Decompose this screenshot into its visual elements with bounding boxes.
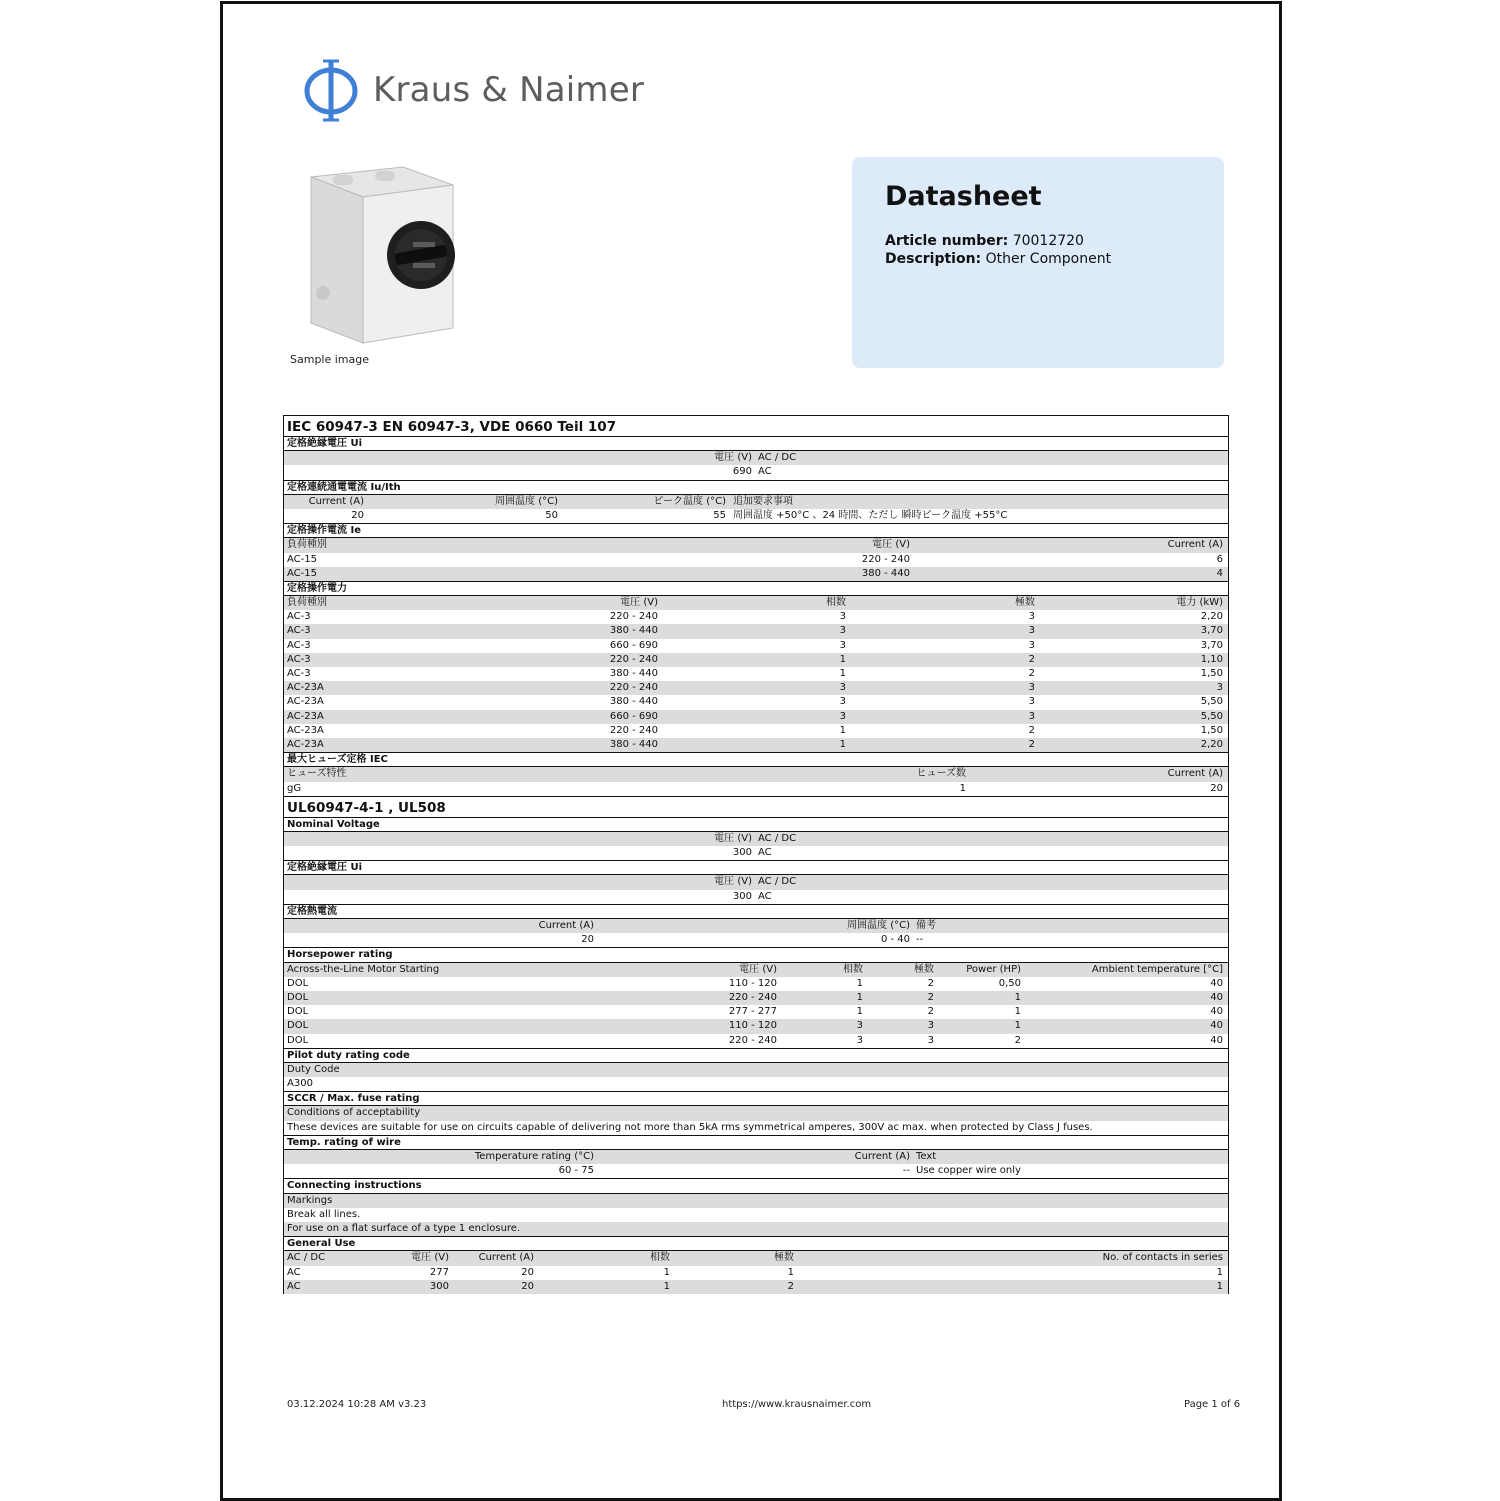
- ul-general-cell: 1: [787, 1266, 794, 1278]
- iec-power-cell: 5,50: [1200, 710, 1223, 722]
- ul-hp-cell: 220 - 240: [728, 991, 777, 1003]
- product-sample-image: [303, 163, 463, 348]
- iec-power-cell: AC-3: [287, 653, 311, 665]
- iec-power-cell: AC-23A: [287, 738, 324, 750]
- ul-general-cell: 1: [1216, 1280, 1223, 1292]
- footer-url[interactable]: https://www.krausnaimer.com: [722, 1399, 872, 1410]
- iec-ui-section-title: 定格絶縁電圧 Ui: [284, 436, 1228, 450]
- ul-general-cell: 20: [521, 1280, 534, 1292]
- iec-power-cell: AC-23A: [287, 682, 324, 694]
- iec-power-cell: 3: [839, 682, 846, 694]
- iec-power-cell: 5,50: [1200, 696, 1223, 708]
- ul-thermal-header-row: Current (A) 周囲温度 (°C) 備考: [284, 918, 1228, 933]
- ul-nominal-value-row: 300 AC: [732, 847, 772, 859]
- iec-standard-heading: IEC 60947-3 EN 60947-3, VDE 0660 Teil 107: [284, 415, 1228, 436]
- ul-pilot-header-row: Duty Code: [284, 1062, 1228, 1077]
- ul-sccr-section-title: SCCR / Max. fuse rating: [284, 1091, 1228, 1105]
- iec-ie-cell: 負荷種別: [287, 539, 327, 551]
- ul-hp-cell: DOL: [287, 1034, 309, 1046]
- iec-power-row: [284, 610, 1228, 624]
- ul-hp-cell: 110 - 120: [728, 977, 777, 989]
- iec-power-cell: 220 - 240: [609, 611, 658, 623]
- iec-power-cell: 3: [839, 639, 846, 651]
- ul-general-cell: AC / DC: [287, 1252, 326, 1264]
- phi-logo-icon: [303, 57, 359, 123]
- ul-pilot-section-title: Pilot duty rating code: [284, 1048, 1228, 1062]
- iec-power-cell: AC-3: [287, 639, 311, 651]
- iec-iu-section-title: 定格連続通電電流 Iu/Ith: [284, 480, 1228, 494]
- ul-hp-cell: 2: [927, 1006, 934, 1018]
- ul-general-cell: 20: [521, 1266, 534, 1278]
- ul-hp-cell: 277 - 277: [728, 1006, 777, 1018]
- datasheet-title: Datasheet: [885, 181, 1042, 212]
- ul-hp-row: [284, 977, 1228, 991]
- brand-logo: [303, 57, 644, 123]
- iec-power-cell: 相数: [826, 597, 846, 609]
- iec-iu-value-row: 20 50 55 周囲温度 +50°C 、24 時間、ただし 瞬時ピーク温度 +55°C: [351, 509, 1008, 521]
- ul-general-cell: 277: [429, 1266, 449, 1278]
- ul-hp-header-row: [284, 962, 1228, 977]
- ul-hp-cell: 1: [1014, 1020, 1021, 1032]
- ul-general-row: [284, 1280, 1228, 1294]
- iec-power-cell: 3: [839, 710, 846, 722]
- ul-hp-row: [284, 991, 1228, 1005]
- iec-power-cell: 380 - 440: [609, 668, 658, 679]
- iec-power-header-row: [284, 595, 1228, 610]
- ul-hp-cell: 1: [856, 977, 863, 989]
- ul-general-cell: Current (A): [478, 1252, 534, 1264]
- iec-power-cell: 220 - 240: [609, 682, 658, 694]
- iec-power-cell: 1,50: [1200, 668, 1223, 679]
- iec-power-row: [284, 681, 1228, 695]
- ul-hp-row: [284, 1034, 1228, 1048]
- iec-fuse-header-row: ヒューズ特性 ヒューズ数 Current (A): [284, 766, 1228, 781]
- ul-general-cell: 電圧 (V): [411, 1252, 449, 1264]
- ul-hp-cell: 0,50: [998, 977, 1021, 989]
- iec-ie-cell: Current (A): [1167, 539, 1223, 551]
- brand-name: Kraus & Naimer: [373, 70, 645, 110]
- iec-power-cell: 1,50: [1200, 724, 1223, 736]
- datasheet-panel: [852, 157, 1224, 368]
- iec-power-cell: 3: [1028, 710, 1035, 722]
- iec-power-section-title: 定格操作電力: [284, 581, 1228, 595]
- iec-ui-header-row: 電圧 (V) AC / DC: [284, 450, 1228, 465]
- ul-sccr-value-row: These devices are suitable for use on circuits capable of delivering not more than 5kA rms symmetrical amperes, 300V ac max. when protected by Class J fuses.: [287, 1121, 1093, 1133]
- iec-power-row: [284, 738, 1228, 752]
- iec-power-cell: 2: [1028, 653, 1035, 665]
- ul-pilot-value-row: A300: [287, 1078, 313, 1090]
- sample-image-caption: Sample image: [290, 353, 370, 366]
- iec-fuse-section-title: 最大ヒューズ定格 IEC: [284, 752, 1228, 766]
- ul-connecting-line: For use on a flat surface of a type 1 enclosure.: [284, 1222, 1228, 1236]
- ul-ui-section-title: 定格絶縁電圧 Ui: [284, 860, 1228, 874]
- iec-power-cell: 380 - 440: [609, 738, 658, 750]
- iec-power-cell: 3,70: [1200, 639, 1223, 651]
- iec-power-cell: 2,20: [1200, 738, 1223, 750]
- ul-hp-cell: 40: [1210, 991, 1223, 1003]
- ul-general-cell: 1: [663, 1266, 670, 1278]
- iec-power-cell: 380 - 440: [609, 696, 658, 708]
- iec-iu-header-row: Current (A) 周囲温度 (°C) ピーク温度 (°C) 追加要求事項: [284, 494, 1228, 509]
- iec-ie-row: [284, 567, 1228, 581]
- iec-power-cell: 3: [1028, 639, 1035, 651]
- ul-hp-cell: 相数: [843, 963, 863, 975]
- ul-sccr-header-row: Conditions of acceptability: [284, 1105, 1228, 1120]
- iec-power-cell: AC-23A: [287, 710, 324, 722]
- iec-power-cell: 極数: [1015, 597, 1035, 609]
- ul-general-cell: 300: [429, 1280, 449, 1292]
- iec-power-cell: 220 - 240: [609, 724, 658, 736]
- ul-general-cell: 極数: [774, 1252, 794, 1264]
- iec-power-cell: AC-23A: [287, 724, 324, 736]
- ul-hp-cell: 3: [856, 1034, 863, 1046]
- ul-hp-cell: 2: [927, 991, 934, 1003]
- iec-power-cell: 3: [1028, 696, 1035, 708]
- ul-hp-cell: 1: [856, 991, 863, 1003]
- iec-ie-section-title: 定格操作電流 Ie: [284, 523, 1228, 537]
- ul-nominal-header-row: 電圧 (V) AC / DC: [284, 831, 1228, 846]
- ul-hp-cell: 電圧 (V): [739, 963, 777, 975]
- ul-general-row: [284, 1266, 1228, 1280]
- iec-power-row: [284, 695, 1228, 709]
- iec-power-cell: 1: [839, 653, 846, 665]
- ul-hp-cell: 40: [1210, 1020, 1223, 1032]
- iec-power-cell: 電力 (kW): [1176, 597, 1223, 609]
- ul-connecting-section-title: Connecting instructions: [284, 1178, 1228, 1192]
- ul-hp-cell: 40: [1210, 977, 1223, 989]
- ul-general-header-row: [284, 1250, 1228, 1265]
- iec-power-row: [284, 667, 1228, 681]
- ul-hp-cell: 110 - 120: [728, 1020, 777, 1032]
- ul-general-section-title: General Use: [284, 1236, 1228, 1250]
- iec-ie-cell: 220 - 240: [861, 553, 910, 565]
- ul-hp-cell: 40: [1210, 1006, 1223, 1018]
- ul-hp-cell: DOL: [287, 1020, 309, 1032]
- ul-hp-cell: 極数: [914, 963, 934, 975]
- iec-power-cell: 電圧 (V): [620, 597, 658, 609]
- ul-thermal-value-row: 20 0 - 40 --: [581, 934, 924, 946]
- iec-power-cell: 負荷種別: [287, 597, 327, 609]
- iec-power-row: [284, 653, 1228, 667]
- ul-hp-cell: 1: [1014, 1006, 1021, 1018]
- ul-general-cell: 相数: [650, 1252, 670, 1264]
- ul-hp-cell: 2: [927, 977, 934, 989]
- iec-fuse-value-row: gG 1 20: [287, 782, 1223, 794]
- ul-hp-row: [284, 1005, 1228, 1019]
- ul-hp-cell: DOL: [287, 1006, 309, 1018]
- iec-power-cell: 660 - 690: [609, 710, 658, 722]
- iec-ie-cell: 380 - 440: [861, 567, 910, 579]
- iec-power-cell: AC-3: [287, 668, 311, 679]
- ul-hp-cell: 1: [1014, 991, 1021, 1003]
- iec-power-cell: 3: [1028, 611, 1035, 623]
- ul-hp-cell: Across-the-Line Motor Starting: [287, 963, 440, 975]
- iec-ie-cell: 4: [1216, 567, 1223, 579]
- ul-wire-header-row: Temperature rating (°C) Current (A) Text: [284, 1149, 1228, 1164]
- iec-power-cell: AC-23A: [287, 696, 324, 708]
- footer-timestamp: 03.12.2024 10:28 AM v3.23: [287, 1399, 427, 1410]
- ul-connecting-line: Break all lines.: [287, 1208, 361, 1220]
- ul-wire-value-row: 60 - 75 -- Use copper wire only: [558, 1165, 1021, 1177]
- iec-power-cell: 3: [1028, 682, 1035, 694]
- iec-power-cell: 3: [839, 611, 846, 623]
- iec-power-cell: 2: [1028, 724, 1035, 736]
- iec-ie-cell: AC-15: [287, 567, 317, 579]
- iec-ie-row: [284, 553, 1228, 567]
- ul-thermal-section-title: 定格熱電流: [284, 904, 1228, 918]
- ul-hp-cell: DOL: [287, 977, 309, 989]
- ul-hp-cell: 3: [927, 1020, 934, 1032]
- iec-power-cell: 2: [1028, 738, 1035, 750]
- iec-power-cell: 380 - 440: [609, 625, 658, 637]
- iec-ie-cell: AC-15: [287, 553, 317, 565]
- ul-ui-header-row: 電圧 (V) AC / DC: [284, 874, 1228, 889]
- iec-power-cell: AC-3: [287, 625, 311, 637]
- iec-power-cell: 3: [839, 696, 846, 708]
- ul-hp-cell: 1: [856, 1006, 863, 1018]
- iec-power-cell: 2,20: [1200, 611, 1223, 623]
- ul-hp-cell: DOL: [287, 991, 309, 1003]
- iec-power-cell: 1,10: [1200, 653, 1223, 665]
- ul-hp-cell: 40: [1210, 1034, 1223, 1046]
- ul-ui-value-row: 300 AC: [732, 890, 772, 902]
- ul-general-cell: No. of contacts in series: [1102, 1252, 1223, 1264]
- article-label: Article number:: [885, 233, 1009, 249]
- iec-power-cell: 3: [1028, 625, 1035, 637]
- ul-nominal-section-title: Nominal Voltage: [284, 817, 1228, 831]
- iec-power-row: [284, 724, 1228, 738]
- iec-power-row: [284, 710, 1228, 724]
- ul-hp-row: [284, 1019, 1228, 1033]
- ul-hp-cell: 2: [1014, 1034, 1021, 1046]
- iec-power-cell: 2: [1028, 668, 1035, 679]
- iec-power-cell: 660 - 690: [609, 639, 658, 651]
- iec-ie-cell: 6: [1216, 553, 1223, 565]
- iec-power-cell: 3,70: [1200, 625, 1223, 637]
- ul-hp-cell: Power (HP): [966, 963, 1021, 975]
- article-number: [885, 233, 1084, 249]
- iec-power-cell: 220 - 240: [609, 653, 658, 665]
- ul-general-cell: AC: [287, 1280, 301, 1292]
- iec-power-row: [284, 624, 1228, 638]
- iec-ui-value-row: 690 AC: [732, 466, 772, 478]
- iec-power-cell: 3: [839, 625, 846, 637]
- description-label: Description:: [885, 251, 982, 267]
- spec-table: [283, 415, 1229, 1294]
- iec-power-row: [284, 639, 1228, 653]
- iec-power-cell: 1: [839, 668, 846, 679]
- iec-power-cell: AC-3: [287, 611, 311, 623]
- description-value: Other Component: [985, 251, 1112, 267]
- ul-general-cell: 2: [787, 1280, 794, 1292]
- footer-page-number: Page 1 of 6: [1184, 1399, 1241, 1410]
- iec-ie-cell: 電圧 (V): [872, 539, 910, 551]
- iec-power-cell: 3: [1216, 682, 1223, 694]
- article-value: 70012720: [1012, 233, 1084, 249]
- ul-hp-cell: 220 - 240: [728, 1034, 777, 1046]
- iec-power-cell: 1: [839, 724, 846, 736]
- ul-connecting-header-row: Markings: [284, 1193, 1228, 1208]
- iec-power-cell: 1: [839, 738, 846, 750]
- ul-hp-cell: 3: [856, 1020, 863, 1032]
- ul-general-cell: AC: [287, 1266, 301, 1278]
- ul-hp-cell: Ambient temperature [°C]: [1091, 963, 1223, 975]
- iec-ie-header-row: [284, 537, 1228, 552]
- ul-general-cell: 1: [663, 1280, 670, 1292]
- ul-hp-section-title: Horsepower rating: [284, 947, 1228, 961]
- ul-standard-heading: UL60947-4-1 , UL508: [284, 796, 1228, 817]
- ul-wire-section-title: Temp. rating of wire: [284, 1135, 1228, 1149]
- ul-hp-cell: 3: [927, 1034, 934, 1046]
- description: [885, 251, 1111, 267]
- ul-general-cell: 1: [1216, 1266, 1223, 1278]
